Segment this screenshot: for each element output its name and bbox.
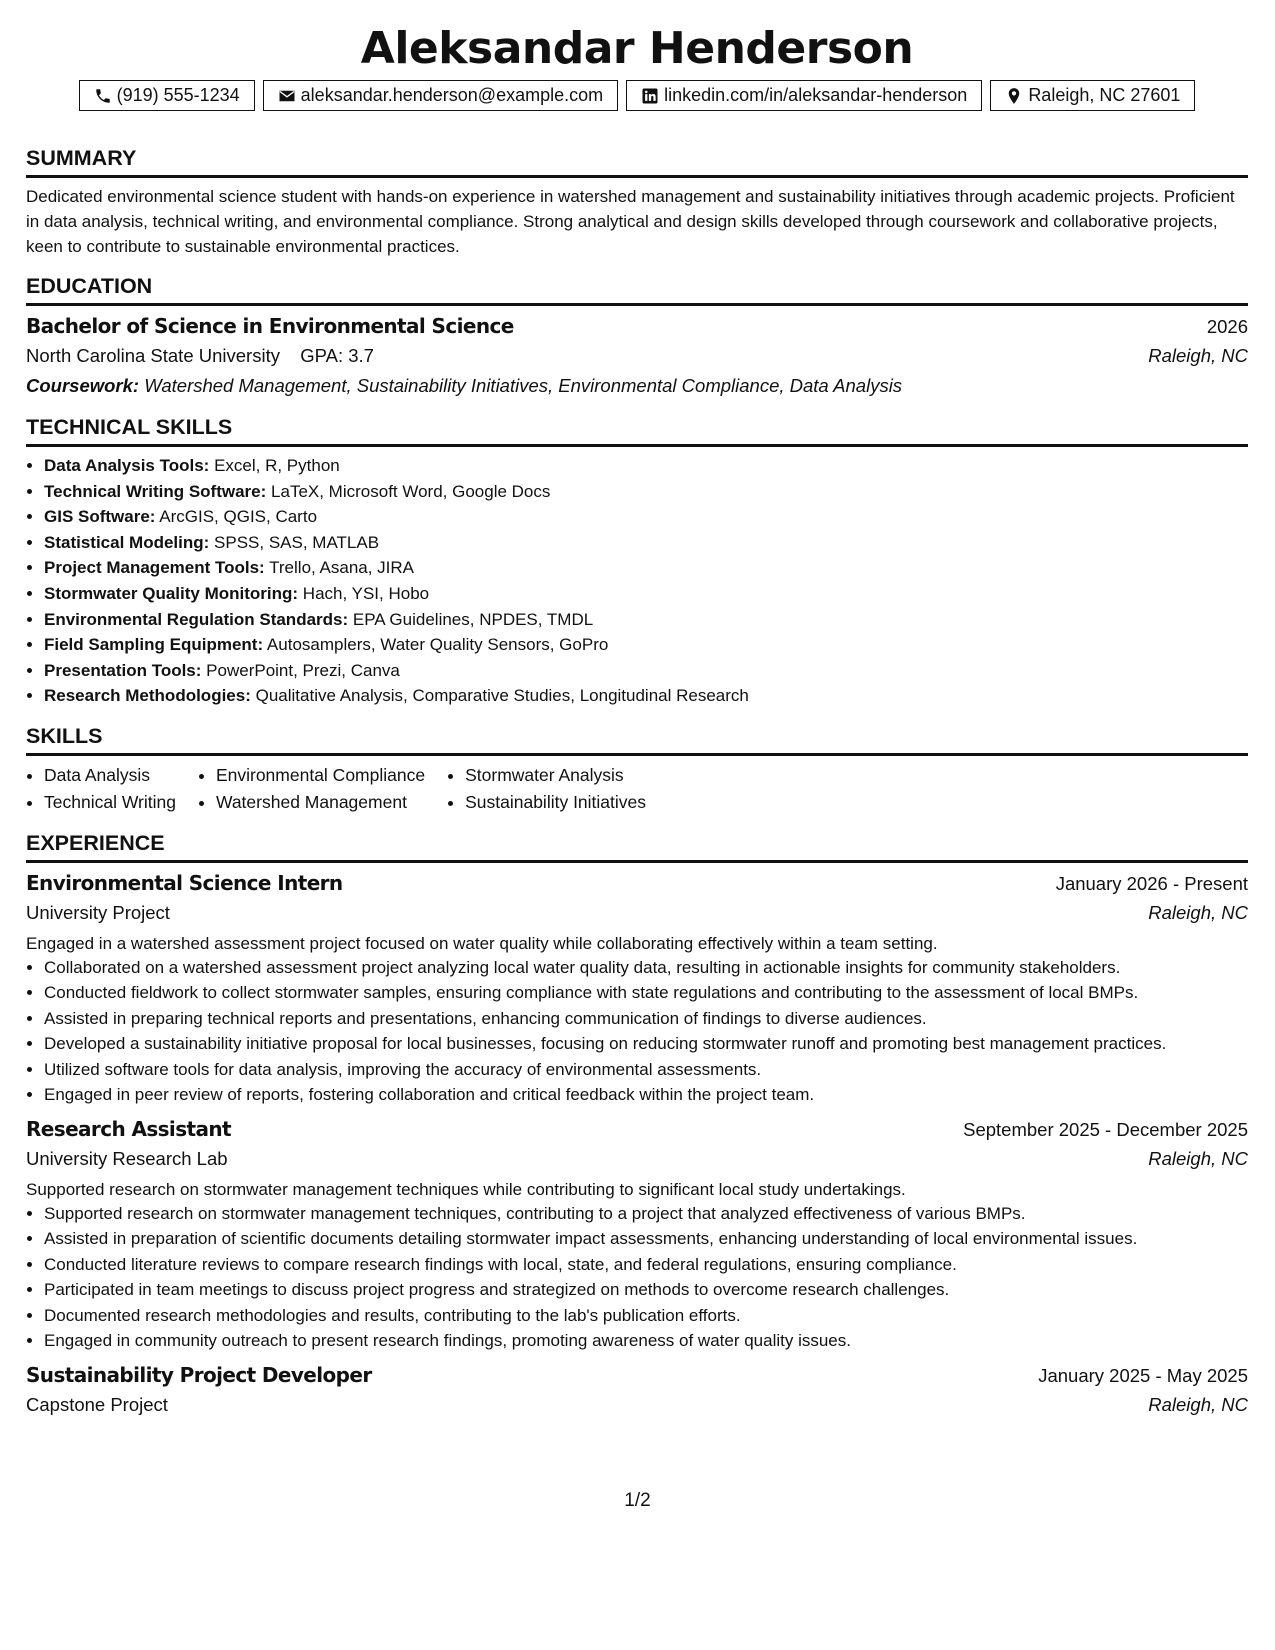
section-divider: [26, 860, 1248, 863]
skills-column: [198, 762, 425, 816]
list-item: • Stormwater Analysis: [465, 762, 646, 789]
list-item: [44, 658, 1248, 684]
contact-location: [990, 80, 1195, 111]
job-dates: January 2025 - May 2025: [1038, 1364, 1248, 1386]
contact-email-text: aleksandar.henderson@example.com: [300, 85, 604, 105]
job-bullets: [26, 1202, 1248, 1353]
contact-linkedin[interactable]: [626, 80, 982, 111]
list-item: [44, 479, 1248, 505]
list-item: [44, 632, 1248, 658]
skill-category: Statistical Modeling:: [44, 532, 210, 552]
list-item: • Data Analysis: [44, 762, 176, 789]
list-item: • Engaged in community outreach to present research findings, promoting awareness of water quality issues.: [44, 1329, 1248, 1353]
list-item: [44, 555, 1248, 581]
contact-phone[interactable]: [79, 80, 255, 111]
phone-icon: [94, 87, 112, 105]
job-title: Environmental Science Intern: [26, 870, 343, 895]
linkedin-icon: [641, 87, 659, 105]
skill-values: LaTeX, Microsoft Word, Google Docs: [271, 481, 551, 501]
job-title: Sustainability Project Developer: [26, 1362, 372, 1387]
list-item: [44, 504, 1248, 530]
page-number: 1/2: [624, 1490, 651, 1511]
envelope-icon: [278, 87, 296, 105]
experience-entry: [26, 1361, 1248, 1420]
experience-org-row: [26, 898, 1248, 928]
experience-title-row: [26, 1115, 1248, 1144]
skill-values: PowerPoint, Prezi, Canva: [206, 660, 400, 680]
graduation-year: 2026: [1206, 316, 1248, 337]
skill-category: Project Management Tools:: [44, 558, 265, 578]
school-location: Raleigh, NC: [1148, 345, 1248, 366]
skill-category: Technical Writing Software:: [44, 481, 267, 501]
list-item: [44, 530, 1248, 556]
list-item: • Conducted fieldwork to collect stormwater samples, ensuring compliance with state regulations and contributing to the assessment of local BMPs.: [44, 981, 1248, 1005]
experience-org-row: [26, 1144, 1248, 1174]
job-organization: University Research Lab: [26, 1147, 228, 1169]
map-pin-icon: [1005, 87, 1023, 105]
skill-values: Qualitative Analysis, Comparative Studies, Longitudinal Research: [255, 686, 749, 706]
coursework-list: Watershed Management, Sustainability Initiatives, Environmental Compliance, Data Analysis: [144, 375, 903, 396]
experience-org-row: [26, 1390, 1248, 1420]
list-item: • Developed a sustainability initiative proposal for local businesses, focusing on reducing stormwater runoff and promoting best management practices.: [44, 1032, 1248, 1056]
list-item: • Assisted in preparing technical reports and presentations, enhancing communication of findings to diverse audiences.: [44, 1007, 1248, 1031]
job-dates: September 2025 - December 2025: [963, 1118, 1248, 1140]
list-item: • Sustainability Initiatives: [465, 789, 646, 816]
skill-category: Data Analysis Tools:: [44, 456, 210, 475]
job-location: Raleigh, NC: [1148, 1393, 1248, 1415]
job-bullets: [26, 956, 1248, 1107]
school-name: North Carolina State University: [26, 345, 280, 366]
gpa: GPA: 3.7: [300, 345, 374, 366]
contact-location-text: Raleigh, NC 27601: [1028, 85, 1181, 105]
skill-values: ArcGIS, QGIS, Carto: [159, 507, 318, 527]
list-item: [44, 683, 1248, 709]
skill-category: Presentation Tools:: [44, 660, 202, 680]
summary-section: [26, 145, 1248, 259]
job-organization: University Project: [26, 901, 170, 923]
job-description: Engaged in a watershed assessment project focused on water quality while collaborating effectively within a team setting.: [26, 933, 938, 953]
skills-grid: [26, 762, 1248, 816]
list-item: • Environmental Compliance: [216, 762, 425, 789]
skill-values: Trello, Asana, JIRA: [269, 558, 415, 578]
skill-category: Field Sampling Equipment:: [44, 635, 264, 655]
experience-entry: [26, 869, 1248, 1107]
list-item: • Watershed Management: [216, 789, 425, 816]
technical-skills-section: [26, 414, 1248, 709]
skills-heading: SKILLS: [26, 723, 103, 748]
list-item: • Supported research on stormwater management techniques, contributing to a project that analyzed effectiveness of various BMPs.: [44, 1202, 1248, 1226]
skill-values: Excel, R, Python: [214, 456, 340, 475]
job-description: Supported research on stormwater management techniques while contributing to significant local study undertakings.: [26, 1179, 906, 1199]
skills-column: [447, 762, 646, 816]
job-title: Research Assistant: [26, 1116, 231, 1141]
list-item: • Engaged in peer review of reports, fostering collaboration and critical feedback within the project team.: [44, 1083, 1248, 1107]
technical-skills-heading: TECHNICAL SKILLS: [26, 415, 233, 439]
list-item: • Participated in team meetings to discuss project progress and strategized on methods to overcome research challenges.: [44, 1278, 1248, 1302]
list-item: • Conducted literature reviews to compare research findings with local, state, and federal regulations, ensuring compliance.: [44, 1253, 1248, 1277]
list-item: [44, 607, 1248, 633]
skill-category: Environmental Regulation Standards:: [44, 609, 349, 629]
list-item: • Documented research methodologies and results, contributing to the lab's publication efforts.: [44, 1304, 1248, 1328]
experience-section: [26, 830, 1248, 1420]
coursework-label: Coursework:: [26, 375, 140, 396]
education-school-row: [26, 341, 1248, 371]
contact-bar: [26, 80, 1248, 111]
skills-column: [26, 762, 176, 816]
skills-section: [26, 723, 1248, 816]
section-divider: [26, 303, 1248, 306]
list-item: [44, 453, 1248, 479]
section-divider: [26, 175, 1248, 178]
experience-title-row: [26, 869, 1248, 898]
education-section: [26, 273, 1248, 400]
experience-entry: [26, 1115, 1248, 1353]
contact-linkedin-text: linkedin.com/in/aleksandar-henderson: [664, 85, 968, 105]
list-item: • Utilized software tools for data analysis, improving the accuracy of environmental assessments.: [44, 1058, 1248, 1082]
contact-email[interactable]: [263, 80, 618, 111]
resume-content: [26, 18, 1248, 1420]
list-item: • Technical Writing: [44, 789, 176, 816]
skill-values: Hach, YSI, Hobo: [302, 583, 430, 603]
job-location: Raleigh, NC: [1148, 901, 1248, 923]
list-item: [44, 581, 1248, 607]
list-item: • Collaborated on a watershed assessment project analyzing local water quality data, resulting in actionable insights for community stakeholders.: [44, 956, 1248, 980]
section-divider: [26, 753, 1248, 756]
summary-text: Dedicated environmental science student with hands-on experience in watershed management and sustainability initiatives through academic projects. Proficient in data analysis, technical writing, and environmental compliance. Strong analytical and design skills developed through coursework and collaborative projects, keen to contribute to sustainable environmental practices.: [26, 187, 1235, 256]
skill-category: Research Methodologies:: [44, 686, 251, 706]
education-degree-row: [26, 312, 1248, 341]
coursework-line: [26, 371, 1248, 400]
contact-phone-text: (919) 555-1234: [116, 85, 240, 105]
job-organization: Capstone Project: [26, 1393, 168, 1415]
skill-category: Stormwater Quality Monitoring:: [44, 583, 299, 603]
education-heading: EDUCATION: [26, 274, 153, 298]
skill-category: GIS Software:: [44, 507, 156, 527]
skill-values: Autosamplers, Water Quality Sensors, GoPro: [266, 635, 609, 655]
list-item: • Assisted in preparation of scientific documents detailing stormwater impact assessments, enhancing understanding of local environmental issues.: [44, 1227, 1248, 1251]
skill-values: EPA Guidelines, NPDES, TMDL: [352, 609, 594, 629]
section-divider: [26, 444, 1248, 447]
skill-values: SPSS, SAS, MATLAB: [214, 532, 380, 552]
candidate-name: Aleksandar Henderson: [360, 23, 914, 74]
job-location: Raleigh, NC: [1148, 1147, 1248, 1169]
job-dates: January 2026 - Present: [1055, 872, 1248, 894]
experience-title-row: [26, 1361, 1248, 1390]
experience-heading: EXPERIENCE: [26, 830, 165, 855]
summary-heading: SUMMARY: [26, 146, 137, 170]
degree-title: Bachelor of Science in Environmental Science: [26, 314, 514, 338]
technical-skills-list: [26, 453, 1248, 709]
